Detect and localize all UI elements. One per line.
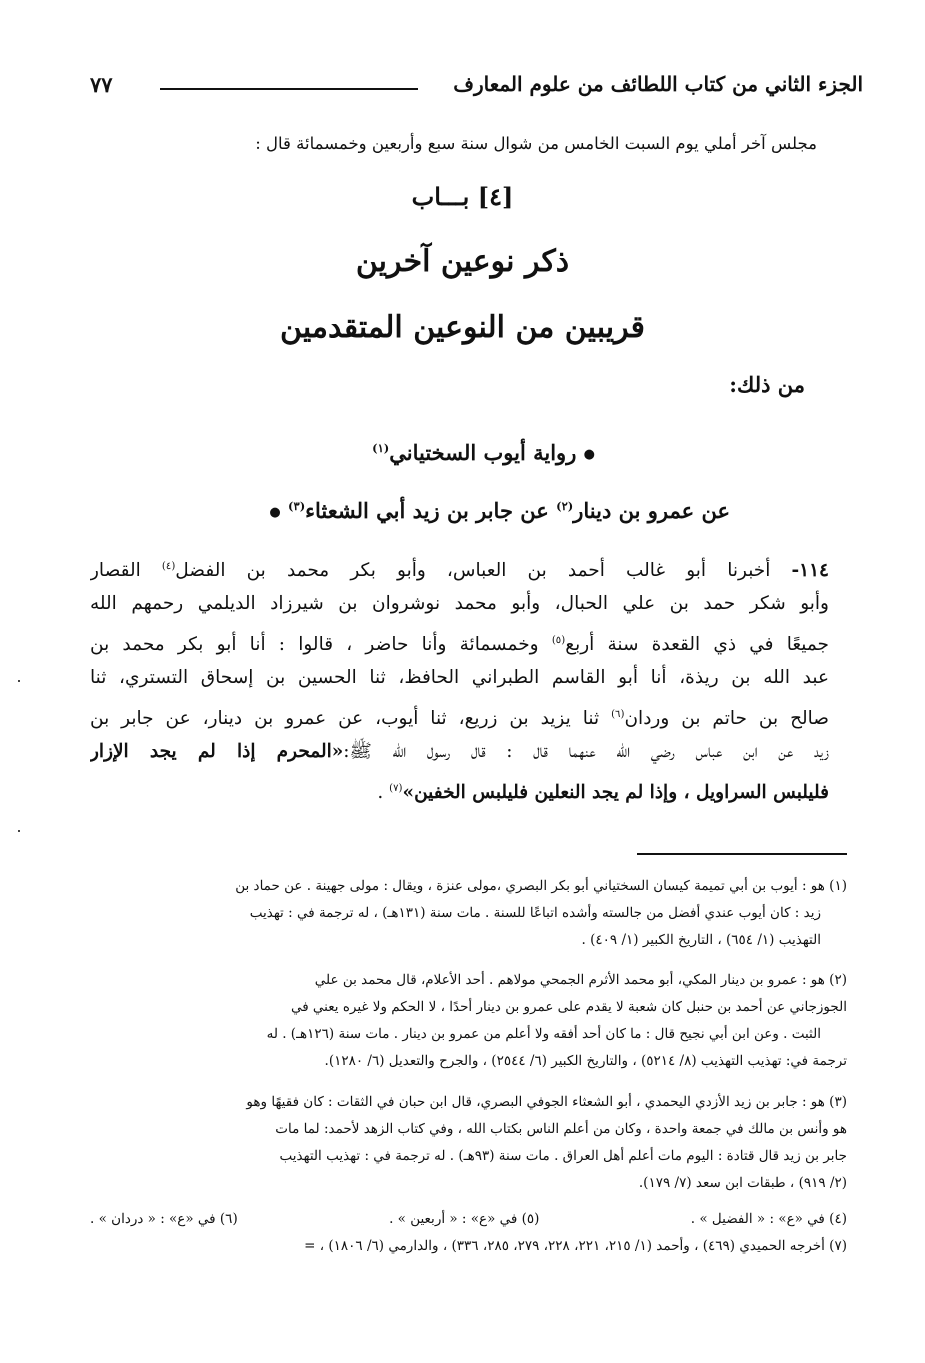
narration-heading-2	[269, 498, 730, 523]
footnote-7: (٧) أخرجه الحميدي (٤٦٩) ، وأحمد (١/ ٢١٥، ٢٢١، ٢٢٨، ٢٧٩، ٢٨٥، ٣٣٦) ، والدارمي (٦/ ١٨٠٦) ، =	[304, 1238, 847, 1254]
narration-1-text: رواية أيوب السختياني	[389, 440, 577, 465]
body-line-7: فليلبس السراويل ، وإذا لم يجد النعلين فليلبس الخفين»$^{(٧)}$ .	[377, 782, 829, 804]
running-header-title: الجزء الثاني من كتاب اللطائف من علوم المعارف	[453, 72, 863, 96]
footnote-ref-2: (٢)	[556, 499, 574, 513]
footnote-6: (٦) في «ع» : « دردان » .	[90, 1211, 238, 1227]
scan-speck	[18, 830, 20, 832]
narration-2b-text: عن جابر بن زيد أبي الشعثاء	[305, 498, 549, 523]
footnote-1: (١) هو : أيوب بن أبي تميمة كيسان السختياني أبو بكر البصري ،مولى عنزة ، ويقال : مولى جهينة . عن حماد بن زيد : كان أيوب عندي أفضل من جالسته وأشده اتباعًا للسنة . مات سنة (١٣١هـ) ، له ترجمة في : تهذيب التهذيب (١/ ٦٥٤) ، التاريخ الكبير (١/ ٤٠٩) .	[235, 878, 847, 948]
bullet-icon-2: ●	[269, 505, 281, 520]
scan-speck	[18, 680, 20, 682]
hadith-text-start: «المحرم إذا لم يجد الإزار	[90, 741, 344, 762]
narration-2a-text: عن عمرو بن دينار	[573, 498, 730, 523]
chapter-title-2: قريبين من النوعين المتقدمين	[280, 310, 645, 345]
narration-heading-1	[372, 440, 595, 465]
footnote-ref-1: (١)	[372, 441, 390, 455]
footnote-ref-6: (٦)	[611, 709, 625, 720]
body-line-6: زيد عن ابن عباس رضي الله عنهما قال : قال رسول الله ﷺ:«المحرم إذا لم يجد الإزار	[90, 741, 829, 762]
hadith-text-end: فليلبس السراويل ، وإذا لم يجد النعلين فليلبس الخفين»	[402, 782, 829, 804]
bullet-icon: ●	[583, 447, 595, 462]
header-rule	[160, 88, 418, 90]
chapter-title-1: ذكر نوعين آخرين	[355, 244, 570, 279]
body-line-3: جميعًا في ذي القعدة سنة أربع$^{(٥)}$ وخمسمائة وأنا حاضر ، قالوا : أنا أبو بكر محمد بن	[90, 634, 829, 656]
body-line-5: صالح بن حاتم بن وردان$^{(٦)}$ ثنا يزيد بن زريع، ثنا أيوب، عن عمرو بن دينار، عن جابر بن	[90, 708, 829, 730]
footnote-5: (٥) في «ع» : « أربعين » .	[389, 1211, 540, 1227]
hadith-body	[90, 548, 829, 807]
footnote-ref-7: (٧)	[389, 783, 403, 794]
hadith-number: ١١٤-	[791, 560, 829, 582]
page-number: ٧٧	[90, 72, 113, 97]
footnote-2: (٢) هو : عمرو بن دينار المكي، أبو محمد الأثرم الجمحي مولاهم . أحد الأعلام، قال محمد بن علي الجوزجاني عن أحمد بن حنبل كان شعبة لا يقدم على عمرو بن دينار أحدًا ، لا الحكم ولا غيره يعني في الثبت . وعن ابن أبي نجيح قال : ما كان أحد أفقه ولا أعلم من عمرو بن دينار . مات سنة (١٢٦هـ) . له ترجمة في: تهذيب التهذيب (٨/ ٥٢١٤) ، والتاريخ الكبير (٦/ ٢٥٤٤) ، والجرح والتعديل (٦/ ١٢٨٠).	[266, 972, 847, 1069]
body-line-1: ١١٤- أخبرنا أبو غالب أحمد بن العباس، وأبو بكر محمد بن الفضل$^{(٤)}$ القصار	[90, 560, 829, 582]
body-line-2: وأبو شكر حمد بن علي الحبال، وأبو محمد نوشروان بن شيرزاد الديلمي رحمهم الله	[90, 593, 829, 614]
session-line: مجلس آخر أملي يوم السبت الخامس من شوال سنة سبع وأربعين وخمسمائة قال :	[255, 134, 817, 153]
footnote-ref-3: (٣)	[288, 499, 306, 513]
footnote-3: (٣) هو : جابر بن زيد الأزدي اليحمدي ، أبو الشعثاء الجوفي البصري، قال ابن حبان في الثقات : كان فقيهًا وهو هو وأنس بن مالك في جمعة واحدة ، وكان من أعلم الناس بكتاب الله ، وفي كتاب الزهد لأحمد: لما مات جابر بن زيد قال قتادة : اليوم مات أعلم أهل العراق . مات سنة (٩٣هـ) . له ترجمة في : تهذيب التهذيب (٢/ ٩١٩) ، طبقات ابن سعد (٧/ ١٧٩).	[246, 1094, 847, 1191]
intro-text: من ذلك:	[729, 372, 805, 397]
footnote-separator	[637, 853, 847, 855]
footnote-4: (٤) في «ع» : « الفضيل » .	[690, 1211, 847, 1227]
body-line-4: عبد الله بن ريذة، أنا أبو القاسم الطبراني الحافظ، ثنا الحسين بن إسحاق التستري، ثنا	[90, 667, 829, 688]
footnote-ref-5: (٥)	[551, 635, 566, 646]
chapter-label: [٤] بـــاب	[411, 182, 514, 211]
footnote-ref-4: (٤)	[161, 561, 176, 572]
footnotes-4-5-6	[90, 1211, 847, 1227]
